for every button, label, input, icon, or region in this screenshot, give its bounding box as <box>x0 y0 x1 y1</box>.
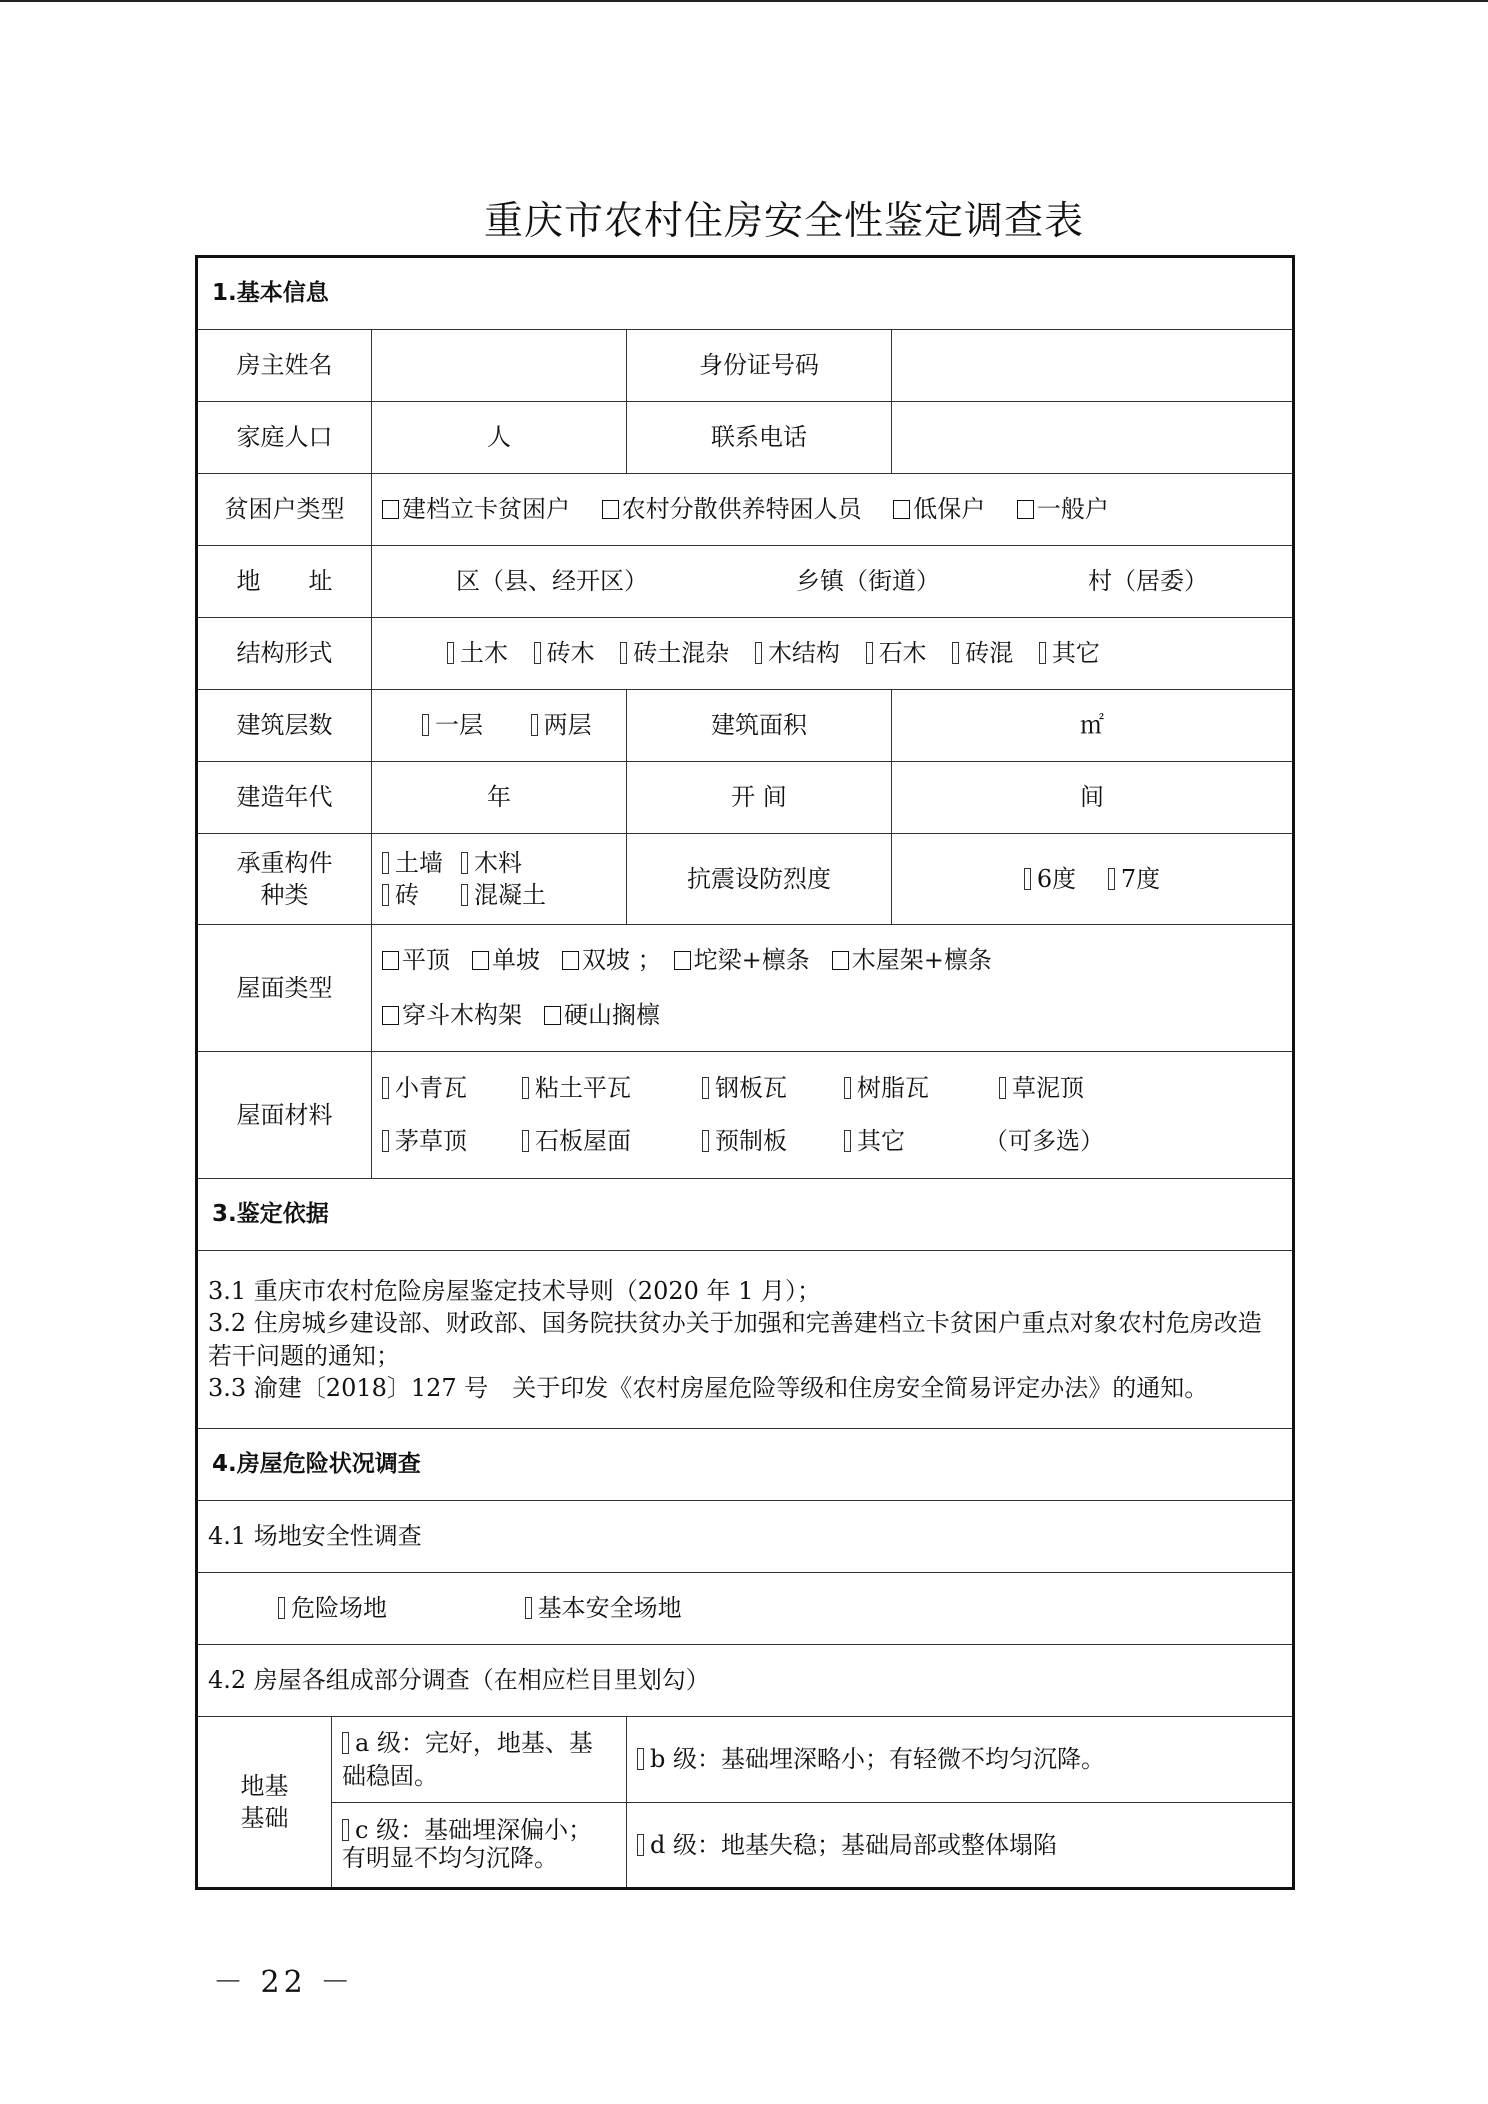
section1-header-row <box>197 257 1294 330</box>
roof-type-double-slope[interactable]: 双坡 ； <box>562 933 662 988</box>
bearing-option-brick[interactable]: 砖 <box>382 879 419 911</box>
checkbox-icon[interactable] <box>522 1077 529 1099</box>
checkbox-icon[interactable] <box>702 1077 709 1099</box>
checkbox-icon[interactable] <box>382 1006 399 1025</box>
checkbox-icon[interactable] <box>522 1130 529 1152</box>
document-title: 重庆市农村住房安全性鉴定调查表 <box>483 199 1084 244</box>
address-township: 乡镇（街道） <box>796 567 940 596</box>
foundation-grade-b[interactable]: b 级：基础埋深略小；有轻微不均匀沉降。 <box>627 1717 1294 1803</box>
checkbox-icon[interactable] <box>544 1006 561 1025</box>
floors-options <box>372 690 627 762</box>
family-size-field[interactable] <box>372 402 627 474</box>
bearing-option-concrete[interactable]: 混凝土 <box>461 879 546 911</box>
floors-option-two[interactable]: 两层 <box>531 709 592 741</box>
foundation-grade-d[interactable]: d 级：地基失稳；基础局部或整体塌陷 <box>627 1803 1294 1889</box>
roof-type-label: 屋面类型 <box>197 925 372 1052</box>
checkbox-icon[interactable] <box>278 1597 285 1619</box>
section4-header: 4.房屋危险状况调查 <box>197 1429 1294 1501</box>
poverty-type-label: 贫困户类型 <box>197 474 372 546</box>
area-unit: ㎡ <box>1080 711 1105 740</box>
owner-name-label: 房主姓名 <box>197 330 372 402</box>
roof-type-gable-purlin[interactable]: 硬山搁檩 <box>544 988 660 1043</box>
bays-label: 开 间 <box>627 762 892 834</box>
structure-option-mixed[interactable]: 砖土混杂 <box>620 637 729 669</box>
seismic-option-6[interactable]: 6度 <box>1024 863 1076 895</box>
checkbox-icon[interactable] <box>637 1748 644 1770</box>
checkbox-icon[interactable] <box>342 1819 349 1841</box>
section4-header-row <box>197 1429 1294 1501</box>
basis-item-3: 3.3 渝建〔2018〕127 号 关于印发《农村房屋危险等级和住房安全简易评定办法》的通知。 <box>208 1373 1209 1402</box>
structure-options <box>372 618 1294 690</box>
floors-row <box>197 690 1294 762</box>
checkbox-icon[interactable] <box>999 1077 1006 1099</box>
checkbox-icon[interactable] <box>382 500 399 519</box>
family-row <box>197 402 1294 474</box>
roof-type-flat[interactable]: 平顶 <box>382 933 450 988</box>
area-field[interactable] <box>892 690 1294 762</box>
structure-option-brick-wood[interactable]: 砖木 <box>534 637 595 669</box>
checkbox-icon[interactable] <box>342 1732 349 1754</box>
address-field[interactable] <box>372 546 1294 618</box>
poverty-option-general[interactable]: 一般户 <box>1017 493 1109 525</box>
poverty-option-registered[interactable]: 建档立卡贫困户 <box>382 493 570 525</box>
bearing-row <box>197 834 1294 925</box>
foundation-grade-c[interactable]: c 级：基础埋深偏小；有明显不均匀沉降。 <box>332 1803 627 1889</box>
seismic-label: 抗震设防烈度 <box>627 834 892 925</box>
floors-label: 建筑层数 <box>197 690 372 762</box>
roof-material-other[interactable]: 其它 <box>844 1115 984 1168</box>
checkbox-icon[interactable] <box>702 1130 709 1152</box>
area-label: 建筑面积 <box>627 690 892 762</box>
roof-type-single-slope[interactable]: 单坡 <box>472 933 540 988</box>
bearing-option-earth-wall[interactable]: 土墙 <box>382 847 443 879</box>
address-district: 区（县、经开区） <box>456 567 648 596</box>
structure-option-stone-wood[interactable]: 石木 <box>866 637 927 669</box>
poverty-row <box>197 474 1294 546</box>
roof-type-beam-purlin[interactable]: 坨梁+檩条 <box>674 933 810 988</box>
basis-item-1: 3.1 重庆市农村危险房屋鉴定技术导则（2020 年 1 月）； <box>208 1276 822 1305</box>
roof-material-options <box>372 1052 1294 1179</box>
checkbox-icon[interactable] <box>531 714 538 736</box>
seismic-options <box>892 834 1294 925</box>
roof-material-thatch[interactable]: 茅草顶 <box>382 1115 522 1168</box>
roof-type-options <box>372 925 1294 1052</box>
year-label: 建造年代 <box>197 762 372 834</box>
checkbox-icon[interactable] <box>674 951 691 970</box>
id-number-field[interactable] <box>892 330 1294 402</box>
page-number: － 22 － <box>213 1965 355 2000</box>
checkbox-icon[interactable] <box>755 642 762 664</box>
bays-field[interactable] <box>892 762 1294 834</box>
roof-material-note: （可多选） <box>984 1127 1104 1155</box>
bearing-option-timber[interactable]: 木料 <box>461 847 522 879</box>
structure-label: 结构形式 <box>197 618 372 690</box>
checkbox-icon[interactable] <box>1024 868 1031 890</box>
floors-option-one[interactable]: 一层 <box>422 709 483 741</box>
checkbox-icon[interactable] <box>447 642 454 664</box>
section1-header: 1.基本信息 <box>197 257 1294 330</box>
roof-material-clay-tile[interactable]: 粘土平瓦 <box>522 1062 702 1115</box>
site-options-row <box>197 1573 1294 1645</box>
owner-row <box>197 330 1294 402</box>
poverty-option-special-support[interactable]: 农村分散供养特困人员 <box>602 493 862 525</box>
checkbox-icon[interactable] <box>620 642 627 664</box>
section3-header-row <box>197 1179 1294 1251</box>
checkbox-icon[interactable] <box>1039 642 1046 664</box>
address-label: 地 址 <box>197 546 372 618</box>
bearing-options <box>372 834 627 925</box>
id-number-label: 身份证号码 <box>627 330 892 402</box>
roof-material-row <box>197 1052 1294 1179</box>
family-size-label: 家庭人口 <box>197 402 372 474</box>
foundation-row-1 <box>197 1717 1294 1803</box>
structure-option-other[interactable]: 其它 <box>1039 637 1100 669</box>
structure-row <box>197 618 1294 690</box>
owner-name-field[interactable] <box>372 330 627 402</box>
checkbox-icon[interactable] <box>461 884 468 906</box>
roof-material-small-tile[interactable]: 小青瓦 <box>382 1062 522 1115</box>
roof-material-label: 屋面材料 <box>197 1052 372 1179</box>
checkbox-icon[interactable] <box>866 642 873 664</box>
basis-list <box>197 1251 1294 1429</box>
poverty-type-options <box>372 474 1294 546</box>
basis-row <box>197 1251 1294 1429</box>
address-row <box>197 546 1294 618</box>
survey-form-table <box>195 255 1295 1890</box>
checkbox-icon[interactable] <box>952 642 959 664</box>
roof-material-precast[interactable]: 预制板 <box>702 1115 844 1168</box>
site-options <box>197 1573 1294 1645</box>
checkbox-icon[interactable] <box>382 951 399 970</box>
checkbox-icon[interactable] <box>382 852 389 874</box>
basis-item-2: 3.2 住房城乡建设部、财政部、国务院扶贫办关于加强和完善建档立卡贫困户重点对象农村危房改造若干问题的通知； <box>208 1309 1262 1370</box>
roof-material-steel-tile[interactable]: 钢板瓦 <box>702 1062 844 1115</box>
checkbox-icon[interactable] <box>525 1597 532 1619</box>
foundation-grade-a[interactable]: a 级：完好，地基、基础稳固。 <box>332 1717 627 1803</box>
year-unit: 年 <box>487 783 511 812</box>
structure-option-earth-wood[interactable]: 土木 <box>447 637 508 669</box>
address-village: 村（居委） <box>1088 567 1208 596</box>
bearing-label: 承重构件 种类 <box>197 834 372 925</box>
year-field[interactable] <box>372 762 627 834</box>
checkbox-icon[interactable] <box>844 1130 851 1152</box>
site-option-safe[interactable]: 基本安全场地 <box>525 1592 682 1624</box>
phone-field[interactable] <box>892 402 1294 474</box>
checkbox-icon[interactable] <box>382 1130 389 1152</box>
roof-type-chuandou[interactable]: 穿斗木构架 <box>382 988 522 1043</box>
family-size-unit: 人 <box>487 423 511 452</box>
poverty-option-low-income[interactable]: 低保户 <box>893 493 985 525</box>
structure-option-brick-concrete[interactable]: 砖混 <box>952 637 1013 669</box>
site-option-dangerous[interactable]: 危险场地 <box>278 1592 387 1624</box>
checkbox-icon[interactable] <box>602 500 619 519</box>
checkbox-icon[interactable] <box>472 951 489 970</box>
seismic-option-7[interactable]: 7度 <box>1108 863 1160 895</box>
roof-material-resin-tile[interactable]: 树脂瓦 <box>844 1062 999 1115</box>
checkbox-icon[interactable] <box>832 951 849 970</box>
checkbox-icon[interactable] <box>422 714 429 736</box>
bays-unit: 间 <box>1080 783 1105 812</box>
site-title-row <box>197 1501 1294 1573</box>
checkbox-icon[interactable] <box>637 1834 644 1856</box>
checkbox-icon[interactable] <box>382 884 389 906</box>
checkbox-icon[interactable] <box>1017 500 1034 519</box>
checkbox-icon[interactable] <box>461 852 468 874</box>
parts-title-row <box>197 1645 1294 1717</box>
section3-header: 3.鉴定依据 <box>197 1179 1294 1251</box>
top-rule <box>0 0 1488 2</box>
checkbox-icon[interactable] <box>382 1077 389 1099</box>
parts-survey-title: 4.2 房屋各组成部分调查（在相应栏目里划勾） <box>197 1645 1294 1717</box>
roof-material-mud-roof[interactable]: 草泥顶 <box>999 1062 1084 1115</box>
checkbox-icon[interactable] <box>562 951 579 970</box>
year-row <box>197 762 1294 834</box>
checkbox-icon[interactable] <box>1108 868 1115 890</box>
roof-material-slate[interactable]: 石板屋面 <box>522 1115 702 1168</box>
foundation-row-2 <box>197 1803 1294 1889</box>
structure-option-wood[interactable]: 木结构 <box>755 637 840 669</box>
roof-type-truss-purlin[interactable]: 木屋架+檩条 <box>832 933 992 988</box>
checkbox-icon[interactable] <box>893 500 910 519</box>
checkbox-icon[interactable] <box>844 1077 851 1099</box>
checkbox-icon[interactable] <box>534 642 541 664</box>
foundation-label: 地基 基础 <box>197 1717 332 1889</box>
phone-label: 联系电话 <box>627 402 892 474</box>
site-survey-title: 4.1 场地安全性调查 <box>197 1501 1294 1573</box>
roof-type-row <box>197 925 1294 1052</box>
